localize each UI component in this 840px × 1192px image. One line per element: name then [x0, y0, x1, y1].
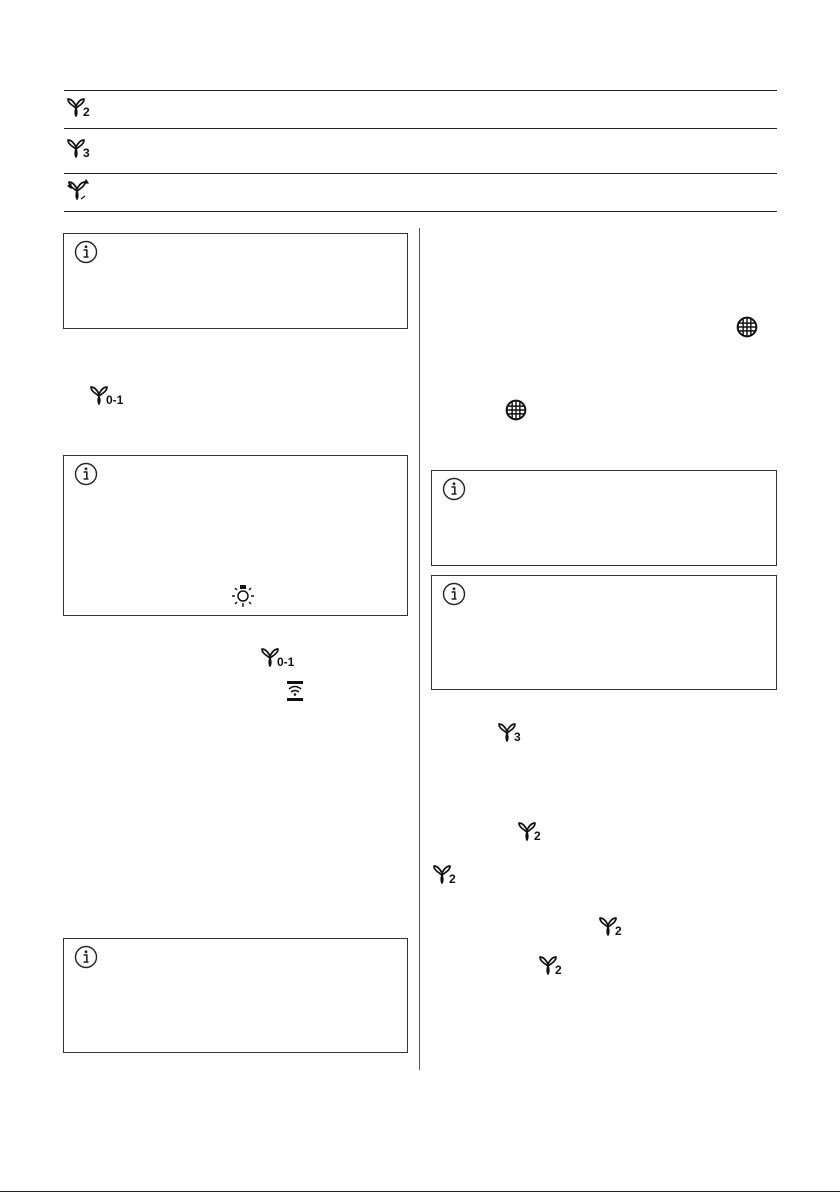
fan-speed-2-icon: [598, 916, 622, 936]
light-icon: [230, 583, 256, 609]
info-icon: [74, 240, 98, 264]
table-row-rule: [64, 128, 777, 129]
info-note-box: [431, 470, 777, 566]
fan-speed-label: 2: [83, 105, 90, 119]
info-icon: [74, 945, 98, 969]
info-icon: [442, 477, 466, 501]
table-top-rule: [64, 90, 777, 91]
fan-speed-label: 2: [555, 963, 562, 977]
fan-speed-2-icon: [538, 955, 562, 975]
filter-grid-icon: [736, 316, 758, 338]
info-note-box: [431, 575, 777, 690]
info-note-box: [63, 455, 408, 616]
fan-speed-label: 3: [83, 146, 90, 160]
table-row-fan-speed-2-icon: [66, 97, 90, 117]
fan-speed-label: 2: [534, 829, 541, 843]
fan-speed-2-icon: [517, 821, 541, 841]
fan-speed-2-icon: [432, 864, 456, 884]
table-bottom-rule: [64, 211, 777, 212]
fan-speed-label: 2: [615, 924, 622, 938]
info-note-box: [63, 233, 408, 329]
info-icon: [442, 582, 466, 606]
info-icon: [74, 462, 98, 486]
filter-grid-icon: [505, 399, 527, 421]
fan-speed-0-1-icon: [89, 385, 123, 405]
fan-speed-label: 2: [449, 872, 456, 886]
fan-speed-label: 0-1: [277, 655, 295, 669]
table-row-fan-boost-icon: [66, 179, 90, 206]
fan-speed-label: 3: [514, 730, 521, 744]
fan-speed-3-icon: [497, 722, 521, 742]
fan-speed-label: 0-1: [106, 393, 124, 407]
hob-to-hood-icon: [284, 680, 306, 702]
fan-speed-0-1-icon: [260, 647, 294, 667]
column-divider: [419, 228, 420, 1070]
info-note-box: [63, 938, 408, 1053]
table-row-rule: [64, 173, 777, 174]
table-row-fan-speed-3-icon: [66, 138, 90, 158]
